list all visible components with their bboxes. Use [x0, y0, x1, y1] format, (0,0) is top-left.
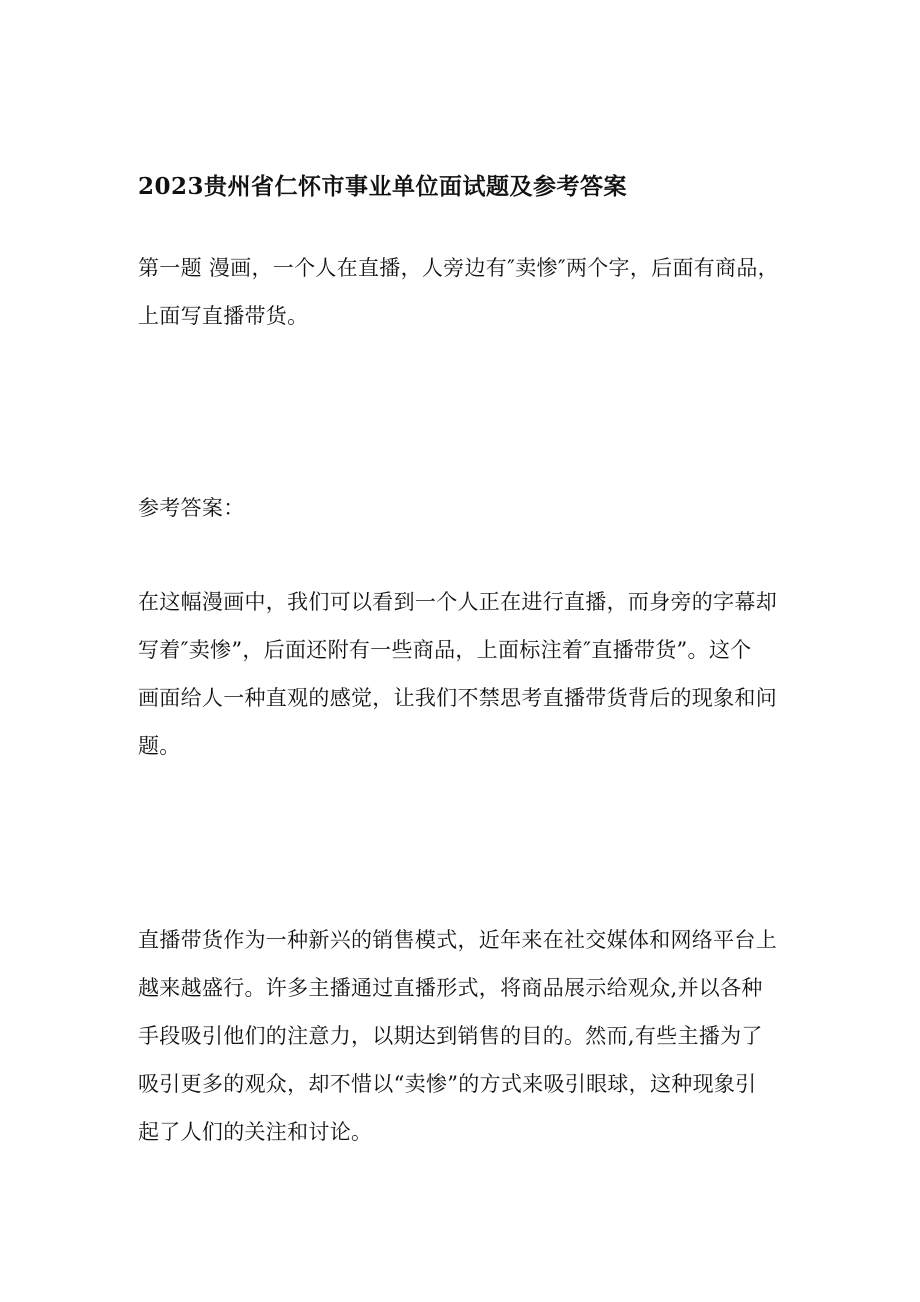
paragraph-line: 写着″卖惨”，后面还附有一些商品，上面标注着″直播带货”。这个 — [138, 638, 752, 662]
document-title: 2023贵州省仁怀市事业单位面试题及参考答案 — [138, 173, 628, 200]
answer-label-text: 参考答案： — [138, 496, 245, 520]
question-paragraph — [138, 244, 788, 340]
question-line: 第一题 漫画，一个人在直播，人旁边有″卖惨″两个字，后面有商品， — [138, 256, 779, 280]
answer-label — [138, 484, 788, 532]
paragraph-line: 在这幅漫画中，我们可以看到一个人正在进行直播，而身旁的字幕却 — [138, 590, 777, 614]
answer-paragraph-2 — [138, 916, 788, 1156]
paragraph-line: 直播带货作为一种新兴的销售模式，近年来在社交媒体和网络平台上 — [138, 928, 777, 952]
paragraph-line: 吸引更多的观众，却不惜以“卖惨”的方式来吸引眼球，这种现象引 — [138, 1072, 757, 1096]
paragraph-line: 画面给人一种直观的感觉，让我们不禁思考直播带货背后的现象和问 — [138, 686, 777, 710]
answer-paragraph-1 — [138, 578, 788, 770]
paragraph-line: 手段吸引他们的注意力，以期达到销售的目的。然而,有些主播为了 — [138, 1024, 763, 1048]
question-line: 上面写直播带货。 — [138, 304, 309, 328]
paragraph-line: 起了人们的关注和讨论。 — [138, 1120, 373, 1144]
paragraph-line: 越来越盛行。许多主播通过直播形式，将商品展示给观众,并以各种 — [138, 976, 763, 1000]
paragraph-line: 题。 — [138, 734, 181, 758]
